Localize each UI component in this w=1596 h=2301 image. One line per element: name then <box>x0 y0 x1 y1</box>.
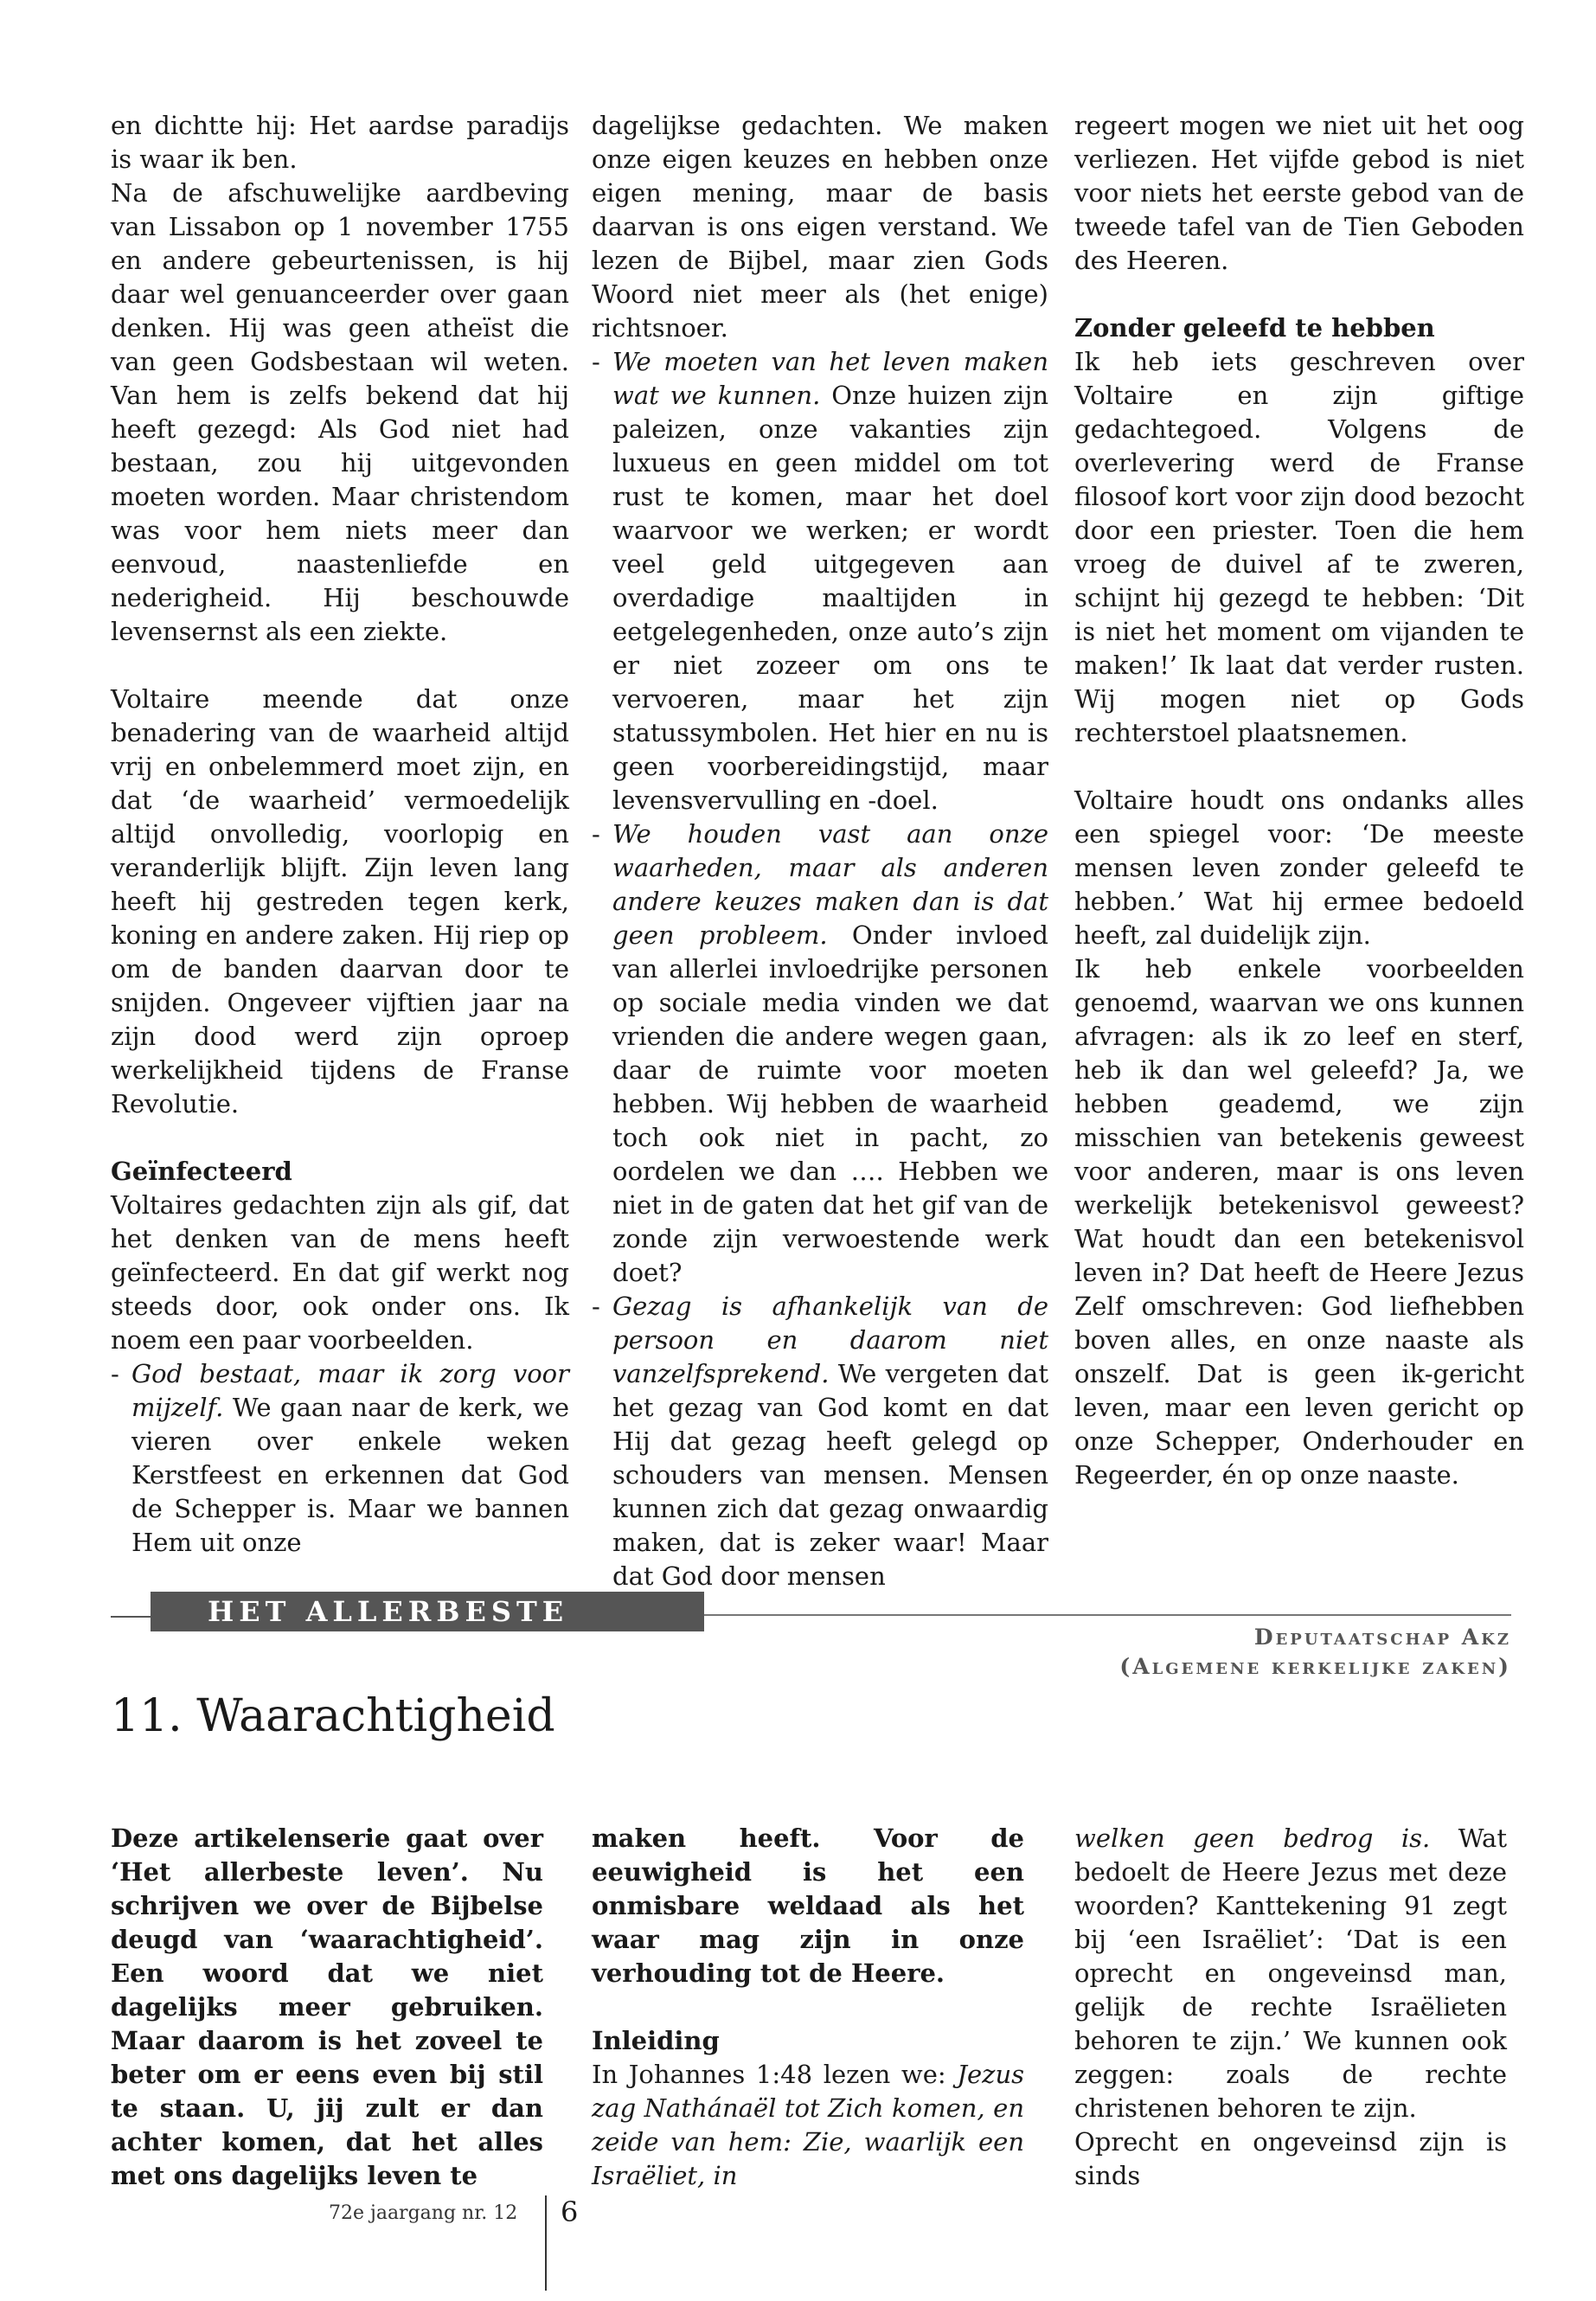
paragraph: Ik heb iets geschreven over Voltaire en zijn giftige gedachtegoed. Volgens de overlevering werd de Franse filosoof kort voor zijn dood bezocht door een priester. Toen die hem vroeg de duivel af te zweren, schijnt hij gezegd te hebben: ‘Dit is niet het moment om vijanden te maken!’ Ik laat dat verder rusten. Wij mogen niet op Gods rechterstoel plaatsnemen. <box>1074 347 1524 747</box>
page-number: 6 <box>561 2195 579 2228</box>
section-banner: HET ALLERBESTE LEVEN <box>151 1592 704 1631</box>
banner-rule-left <box>111 1616 154 1618</box>
article-column-1 <box>111 1822 543 2193</box>
issue-label: 72e jaargang nr. 12 <box>329 2202 518 2224</box>
bullet-item <box>592 1290 1048 1593</box>
paragraph: regeert mogen we niet uit het oog verliezen. Het vijfde gebod is niet voor niets het eerste gebod van de tweede tafel van de Tien Geboden des Heeren. <box>1074 111 1524 275</box>
paragraph: Voltaires gedachten zijn als gif, dat het denken van de mens heeft geïnfecteerd. En dat gif werkt nog steeds door, ook onder ons. Ik noem een paar voorbeelden. <box>111 1190 569 1355</box>
dash-marker: - <box>111 1359 119 1388</box>
bullet-text: Onder invloed van allerlei invloedrijke personen op sociale media vinden we dat vrienden die andere wegen gaan, daar de ruimte voor moeten hebben. Wij hebben de waarheid toch ook niet in pacht, zo oordelen we dan …. Hebben we niet in de gaten dat het gif van de zonde zijn verwoestende werk doet? <box>612 920 1048 1287</box>
paragraph <box>592 2058 1024 2193</box>
bullet-text: Onze huizen zijn paleizen, onze vakanties zijn luxueus en geen middel om tot rust te komen, maar het doel waarvoor we werken; er wordt veel geld uitgegeven aan overdadige maaltijden in eetgelegenheden, onze auto’s zijn er niet zozeer om ons te vervoeren, maar het zijn statussymbolen. Het hier en nu is geen voorbereidingstijd, maar levensvervulling en -doel. <box>612 381 1048 815</box>
intro-bold: Deze artikelenserie gaat over ‘Het allerbeste leven’. Nu schrijven we over de Bijbelse deugd van ‘waarachtigheid’. Een woord dat we niet dagelijks meer gebruiken. Maar daarom is het zoveel te beter om er eens even bij stil te staan. U, jij zult er dan achter komen, dat het alles met ons dagelijks leven te <box>111 1823 543 2190</box>
dash-marker: - <box>592 347 600 376</box>
bullet-italic: Gezag is afhankelijk van de persoon en daarom niet vanzelfsprekend. <box>612 1292 1048 1388</box>
scripture-quote: Jezus zag Nathánaël tot Zich komen, en zeide van hem: Zie, waarlijk een Israëliet, in <box>592 2060 1025 2190</box>
article-column-2 <box>592 1822 1024 2193</box>
article-title: 11. Waarachtigheid <box>111 1690 555 1742</box>
bullet-italic: God bestaat, maar ik zorg voor mijzelf. <box>131 1359 569 1422</box>
deputy-credit <box>1119 1623 1511 1682</box>
footer-divider <box>545 2195 547 2291</box>
paragraph: Voltaire meende dat onze benadering van de waarheid altijd vrij en onbelemmerd moet zijn, en dat ‘de waarheid’ vermoedelijk altijd onvolledig, voorlopig en veranderlijk blijft. Zijn leven lang heeft hij gestreden tegen kerk, koning en andere zaken. Hij riep op om de banden daarvan door te snijden. Ongeveer vijftien jaar na zijn dood werd zijn oproep werkelijkheid tijdens de Franse Revolutie. <box>111 684 569 1118</box>
paragraph: Na de afschuwelijke aardbeving van Lissabon op 1 november 1755 en andere gebeurtenissen, is hij daar wel genuanceerder over gaan denken. Hij was geen atheïst die van geen Godsbestaan wil weten. Van hem is zelfs bekend dat hij heeft gezegd: Als God niet had bestaan, zou hij uitgevonden moeten worden. Maar christendom was voor hem niets meer dan eenvoud, naastenliefde en nederigheid. Hij beschouwde levensernst als een ziekte. <box>111 178 569 646</box>
text-plain: In Johannes 1:48 lezen we: <box>592 2060 946 2089</box>
paragraph: en dichtte hij: Het aardse paradijs is waar ik ben. <box>111 111 569 174</box>
paragraph: dagelijkse gedachten. We maken onze eigen keuzes en hebben onze eigen mening, maar de basis daarvan is ons eigen verstand. We lezen de Bijbel, maar zien Gods Woord niet meer als (het enige) richtsnoer. <box>592 111 1048 343</box>
column-3 <box>1074 109 1524 1492</box>
intro-bold-cont: maken heeft. Voor de eeuwigheid is het een onmisbare weldaad als het waar mag zijn in onze verhouding tot de Heere. <box>592 1823 1024 1988</box>
section-heading: Geïnfecteerd <box>111 1157 292 1186</box>
scripture-quote: welken geen bedrog is. <box>1074 1823 1431 1853</box>
paragraph: Oprecht en ongeveinsd zijn is sinds <box>1074 2127 1507 2190</box>
section-heading: Inleiding <box>592 2026 720 2055</box>
paragraph: Ik heb enkele voorbeelden genoemd, waarvan we ons kunnen afvragen: als ik zo leef en sterf, heb ik dan wel geleefd? Ja, we hebben geademd, we zijn misschien van betekenis geweest voor anderen, maar is ons leven werkelijk betekenisvol geweest? Wat houdt dan een betekenisvol leven in? Dat heeft de Heere Jezus Zelf omschreven: God liefhebben boven alles, en onze naaste als onszelf. Dat is geen ik-gericht leven, maar een leven gericht op onze Schepper, Onderhouder en Regeerder, én op onze naaste. <box>1074 954 1524 1490</box>
dash-marker: - <box>592 819 600 849</box>
banner-rule-right <box>704 1614 1511 1616</box>
deputy-line-1: Deputaatschap Akz <box>1253 1625 1511 1650</box>
paragraph <box>1074 1822 1507 2125</box>
bullet-item <box>111 1357 569 1560</box>
bullet-item <box>592 345 1048 817</box>
bullet-item <box>592 817 1048 1290</box>
dash-marker: - <box>592 1292 600 1321</box>
paragraph: Voltaire houdt ons ondanks alles een spiegel voor: ‘De meeste mensen leven zonder geleefd te hebben.’ Wat hij ermee bedoeld heeft, zal duidelijk zijn. <box>1074 785 1524 950</box>
text-plain: Wat bedoelt de Heere Jezus met deze woorden? Kanttekening 91 zegt bij ‘een Israëliet’: ‘Dat is een oprecht en ongeveinsd man, gelijk de rechte Israëlieten behoren te zijn.’ We kunnen ook zeggen: zoals de rechte christenen behoren te zijn. <box>1074 1823 1507 2123</box>
deputy-line-2: (Algemene kerkelijke zaken) <box>1119 1654 1511 1679</box>
bullet-italic: We houden vast aan onze waarheden, maar als anderen andere keuzes maken dan is dat geen probleem. <box>612 819 1048 950</box>
bullet-text: We vergeten dat het gezag van God komt en dat Hij dat gezag heeft gelegd op schouders van mensen. Mensen kunnen zich dat gezag onwaardig maken, dat is zeker waar! Maar dat God door mensen <box>612 1359 1048 1591</box>
article-column-3 <box>1074 1822 1507 2193</box>
column-1 <box>111 109 569 1560</box>
bullet-text: We gaan naar de kerk, we vieren over enkele weken Kerstfeest en erkennen dat God de Schepper is. Maar we bannen Hem uit onze <box>131 1393 569 1557</box>
section-heading: Zonder geleefd te hebben <box>1074 313 1435 343</box>
bullet-italic: We moeten van het leven maken wat we kunnen. <box>612 347 1048 410</box>
column-2 <box>592 109 1048 1593</box>
